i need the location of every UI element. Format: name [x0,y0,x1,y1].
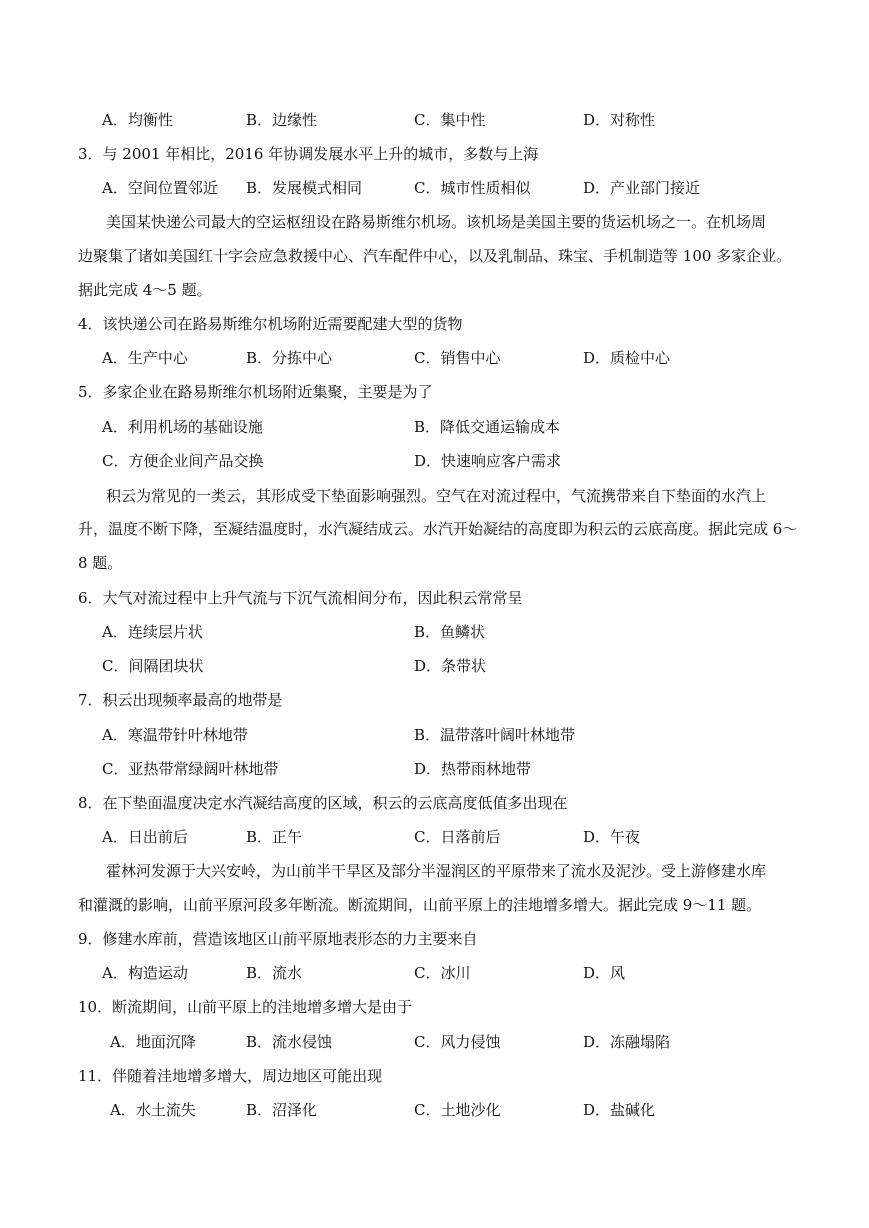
option-a: A．空间位置邻近 [102,179,218,197]
question-stem: 5．多家企业在路易斯维尔机场附近集聚，主要是为了 [78,383,433,401]
option-a: A．均衡性 [102,111,173,129]
question-stem: 11．伴随着洼地增多增大，周边地区可能出现 [78,1067,383,1085]
passage-line: 8 题。 [78,554,123,572]
question-stem: 8．在下垫面温度决定水汽凝结高度的区域，积云的云底高度低值多出现在 [78,794,568,812]
option-c: C．冰川 [414,964,471,982]
option-a: A．生产中心 [102,349,188,367]
option-b: B．鱼鳞状 [414,623,486,641]
option-d: D．对称性 [583,111,656,129]
option-d: D．盐碱化 [583,1101,656,1119]
question-stem: 10．断流期间，山前平原上的洼地增多增大是由于 [78,998,413,1016]
question-stem: 9．修建水库前，营造该地区山前平原地表形态的力主要来自 [78,930,478,948]
option-d: D．午夜 [583,828,641,846]
option-a: A．寒温带针叶林地带 [102,726,248,744]
option-a: A．构造运动 [102,964,188,982]
passage-line: 美国某快递公司最大的空运枢纽设在路易斯维尔机场。该机场是美国主要的货运机场之一。在机场周 [106,213,767,231]
option-d: D．冻融塌陷 [583,1033,671,1051]
option-d: D．条带状 [414,657,487,675]
passage-line: 积云为常见的一类云，其形成受下垫面影响强烈。空气在对流过程中，气流携带来自下垫面的水汽上 [106,487,767,505]
option-b: B．降低交通运输成本 [414,418,561,436]
option-b: B．沼泽化 [246,1101,318,1119]
option-b: B．流水 [246,964,303,982]
option-a: A．水土流失 [110,1101,196,1119]
option-b: B．发展模式相同 [246,179,363,197]
option-c: C．城市性质相似 [414,179,531,197]
option-d: D．质检中心 [583,349,671,367]
option-c: C．日落前后 [414,828,501,846]
option-a: A．日出前后 [102,828,188,846]
option-a: A．地面沉降 [110,1033,196,1051]
passage-line: 和灌溉的影响，山前平原河段多年断流。断流期间，山前平原上的洼地增多增大。据此完成 9～11 题。 [78,896,762,914]
option-a: A．利用机场的基础设施 [102,418,263,436]
question-stem: 3．与 2001 年相比，2016 年协调发展水平上升的城市，多数与上海 [78,145,539,163]
option-c: C．间隔团块状 [102,657,204,675]
option-b: B．边缘性 [246,111,318,129]
option-c: C．亚热带常绿阔叶林地带 [102,760,279,778]
option-d: D．产业部门接近 [583,179,701,197]
option-a: A．连续层片状 [102,623,203,641]
passage-line: 边聚集了诸如美国红十字会应急救援中心、汽车配件中心，以及乳制品、珠宝、手机制造等 100 多家企业。 [78,247,792,265]
question-stem: 6．大气对流过程中上升气流与下沉气流相间分布，因此积云常常呈 [78,589,523,607]
question-stem: 4．该快递公司在路易斯维尔机场附近需要配建大型的货物 [78,315,463,333]
option-d: D．快速响应客户需求 [414,452,562,470]
option-b: B．正午 [246,828,303,846]
option-b: B．温带落叶阔叶林地带 [414,726,576,744]
option-d: D．热带雨林地带 [414,760,532,778]
option-c: C．方便企业间产品交换 [102,452,264,470]
question-stem: 7．积云出现频率最高的地带是 [78,691,283,709]
passage-line: 霍林河发源于大兴安岭，为山前半干旱区及部分半湿润区的平原带来了流水及泥沙。受上游修建水库 [106,862,767,880]
option-c: C．集中性 [414,111,486,129]
option-c: C．土地沙化 [414,1101,501,1119]
option-b: B．流水侵蚀 [246,1033,333,1051]
option-b: B．分拣中心 [246,349,333,367]
option-d: D．风 [583,964,626,982]
passage-line: 据此完成 4～5 题。 [78,281,212,299]
option-c: C．销售中心 [414,349,501,367]
passage-line: 升，温度不断下降，至凝结温度时，水汽凝结成云。水汽开始凝结的高度即为积云的云底高度。据此完成 6～ [78,520,798,538]
option-c: C．风力侵蚀 [414,1033,501,1051]
